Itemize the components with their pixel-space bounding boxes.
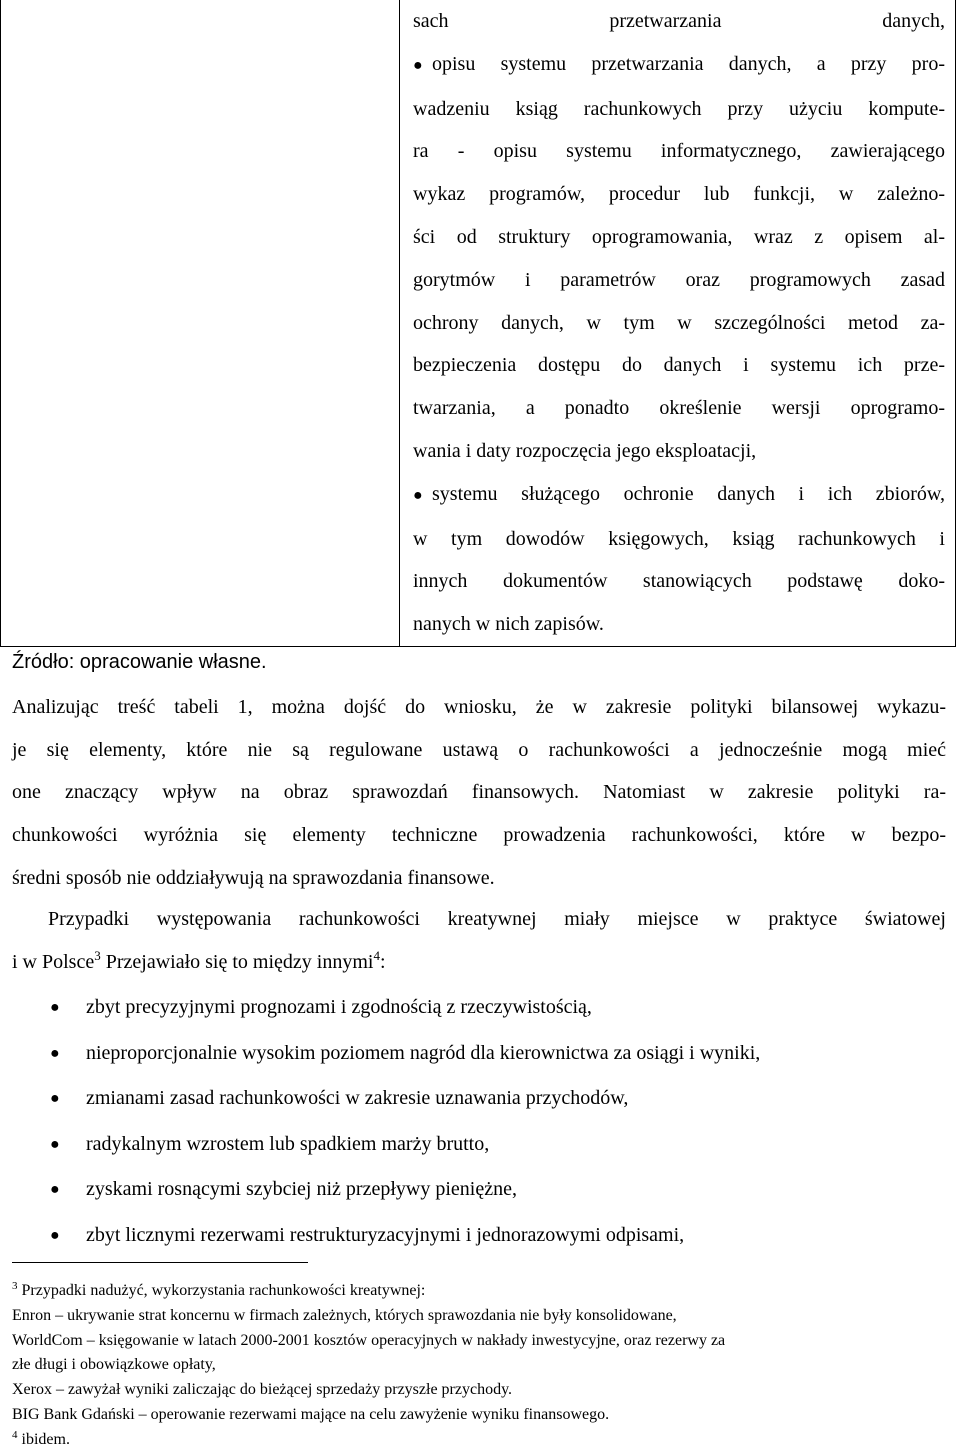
footnote-3: $^3$ Przypadki nadużyć, wykorzystania rachunkowości kreatywnej: bbox=[12, 1280, 426, 1299]
table-line: wadzeniu ksiąg rachunkowych przy użyciu kompute- bbox=[413, 97, 945, 120]
paragraph-cases bbox=[12, 898, 946, 983]
bullet-icon: ● bbox=[413, 486, 423, 504]
list-item: ● zyskami rosnącymi szybciej niż przepływy pieniężne, bbox=[0, 1167, 956, 1213]
bullet-icon: ● bbox=[50, 1090, 60, 1107]
paragraph-line: je się elementy, które nie są regulowane ustawą o rachunkowości a jednocześnie mogą mieć bbox=[12, 738, 946, 761]
footnote-line: Xerox – zawyżał wyniki zaliczając do bieżącej sprzedaży przyszłe przychody. bbox=[12, 1381, 513, 1399]
table-line: wykaz programów, procedur lub funkcji, w zależno- bbox=[413, 183, 945, 206]
table-line: wania i daty rozpoczęcia jego eksploatacji, bbox=[413, 439, 757, 462]
paragraph-line: one znaczący wpływ na obraz sprawozdań finansowych. Natomiast w zakresie polityki ra- bbox=[12, 781, 946, 804]
table-line: sach przetwarzania danych, bbox=[413, 10, 945, 32]
table-line: ● opisu systemu przetwarzania danych, a przy pro- bbox=[413, 43, 945, 88]
footnote-4: $^4$ ibidem. bbox=[12, 1428, 70, 1448]
footnotes bbox=[12, 1279, 946, 1453]
bullet-icon: ● bbox=[50, 1044, 60, 1062]
paragraph-line: Przypadki występowania rachunkowości kreatywnej miały miejsce w praktyce światowej bbox=[48, 908, 946, 930]
table-line: innych dokumentów stanowiących podstawę doko- bbox=[413, 570, 945, 593]
source-caption: Źródło: opracowanie własne. bbox=[12, 651, 267, 673]
footnote-separator bbox=[12, 1262, 308, 1263]
table-line: gorytmów i parametrów oraz programowych zasad bbox=[413, 268, 945, 291]
bullet-icon: ● bbox=[50, 1135, 60, 1153]
footnote-ref-3[interactable]: 3 bbox=[94, 947, 101, 963]
table-line: ści od struktury oprogramowania, wraz z opisem al- bbox=[413, 225, 945, 248]
paragraph-line: i w Polsce$^3$ Przejawiało się to między innymi$^4$: bbox=[12, 947, 386, 973]
bullet-icon: ● bbox=[413, 56, 423, 74]
table-line: bezpieczenia dostępu do danych i systemu ich prze- bbox=[413, 354, 945, 377]
list-item: ● radykalnym wzrostem lub spadkiem marży brutto, bbox=[0, 1122, 956, 1168]
table-right-cell bbox=[413, 0, 945, 646]
paragraph-line: Analizując treść tabeli 1, można dojść do wniosku, że w zakresie polityki bilansowej wykazu- bbox=[12, 696, 946, 718]
table-line: w tym dowodów księgowych, ksiąg rachunkowych i bbox=[413, 527, 945, 550]
footnote-line: Enron – ukrywanie strat koncernu w firmach zależnych, których sprawozdania nie były konsolidowane, bbox=[12, 1306, 677, 1324]
list-item: ● zbyt licznymi rezerwami restrukturyzacyjnymi i jednorazowymi odpisami, bbox=[0, 1213, 956, 1259]
paragraph-analysis bbox=[12, 686, 946, 900]
table-column-divider bbox=[399, 0, 400, 646]
table-line: twarzania, a ponadto określenie wersji oprogramo- bbox=[413, 397, 945, 420]
paragraph-line: średni sposób nie oddziaływują na sprawozdania finansowe. bbox=[12, 866, 495, 889]
table-line: ● systemu służącego ochronie danych i ich zbiorów, bbox=[413, 473, 945, 518]
footnote-line: złe długi i obowiązkowe opłaty, bbox=[12, 1356, 216, 1374]
bullet-icon: ● bbox=[50, 1226, 60, 1244]
footnote-line: WorldCom – księgowanie w latach 2000-2001 kosztów operacyjnych w nakłady inwestycyjne, oraz rezerwy za bbox=[12, 1331, 726, 1349]
table-line: nanych w nich zapisów. bbox=[413, 613, 604, 636]
list-item: ● zbyt precyzyjnymi prognozami i zgodnością z rzeczywistością, bbox=[0, 985, 956, 1031]
table-continuation bbox=[0, 0, 956, 647]
bullet-icon: ● bbox=[50, 999, 60, 1016]
list-item: ● zmianami zasad rachunkowości w zakresie uznawania przychodów, bbox=[0, 1076, 956, 1122]
footnote-ref-4[interactable]: 4 bbox=[373, 947, 380, 963]
symptoms-list bbox=[0, 985, 956, 1258]
bullet-icon: ● bbox=[50, 1181, 60, 1198]
list-item: ● nieproporcjonalnie wysokim poziomem nagród dla kierownictwa za osiągi i wyniki, bbox=[0, 1031, 956, 1077]
footnote-line: BIG Bank Gdański – operowanie rezerwami mające na celu zawyżenie wyniku finansowego. bbox=[12, 1405, 610, 1423]
table-line: ochrony danych, w tym w szczególności metod za- bbox=[413, 311, 945, 334]
table-line: ra - opisu systemu informatycznego, zawierającego bbox=[413, 140, 945, 163]
paragraph-line: chunkowości wyróżnia się elementy techniczne prowadzenia rachunkowości, które w bezpo- bbox=[12, 824, 946, 847]
